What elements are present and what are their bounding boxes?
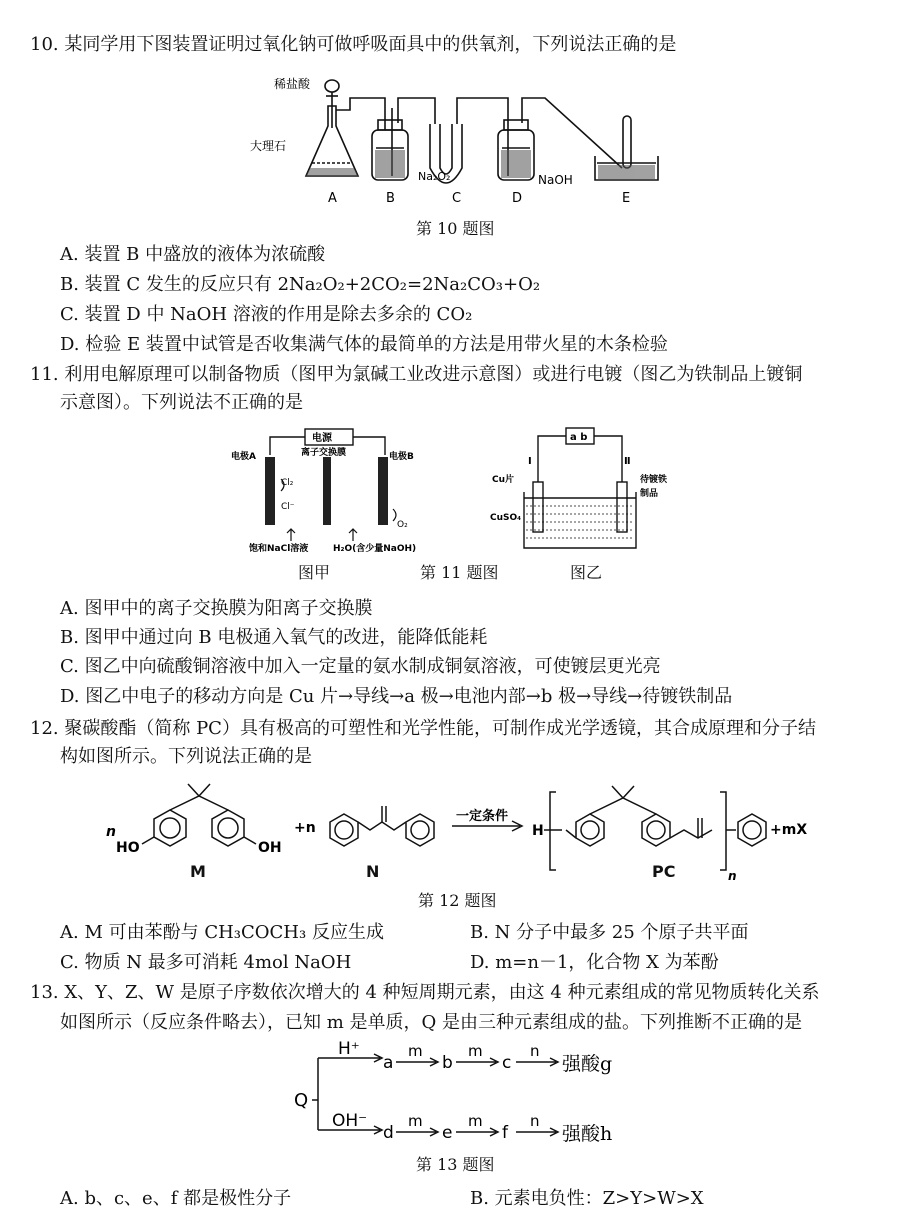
h-plus-label: H⁺ [338, 1040, 360, 1059]
q-label: Q [294, 1090, 309, 1111]
terminal-ab-label: a b [570, 432, 588, 443]
q13-caption: 第 13 题图 [416, 1155, 495, 1174]
acid-label: 稀盐酸 [274, 77, 311, 91]
species-c: c [502, 1053, 512, 1073]
q11-stem-line1: 11. 利用电解原理可以制备物质（图甲为氯碱工业改进示意图）或进行电镀（图乙为铁制品上镀铜 [30, 364, 803, 385]
letter-b: B [386, 191, 395, 206]
membrane-label: 离子交换膜 [301, 448, 347, 458]
condition-label: 一定条件 [456, 809, 509, 824]
plus-mx: +mX [770, 822, 808, 838]
na2o2-label: Na₂O₂ [418, 170, 451, 183]
q11-stem-line2: 示意图）。下列说法不正确的是 [60, 392, 303, 413]
q11-fig-a-name: 图甲 [298, 563, 331, 582]
electrode-b-label: 电极B [389, 452, 414, 462]
strong-acid-g: 强酸g [562, 1053, 613, 1075]
roman-2-label: Ⅱ [624, 456, 631, 467]
reagent-m-3: m [408, 1112, 423, 1130]
item-label-2: 制品 [640, 489, 659, 499]
q10-option-a: A. 装置 B 中盛放的液体为浓硫酸 [60, 244, 326, 265]
letter-d: D [512, 191, 523, 206]
o2-label: O₂ [397, 520, 408, 530]
q10-option-b: B. 装置 C 发生的反应只有 2Na₂O₂+2CO₂=2Na₂CO₃+O₂ [60, 274, 541, 295]
reagent-n-1: n [530, 1042, 540, 1060]
power-label: 电源 [312, 433, 332, 444]
cuso4-label: CuSO₄ [490, 513, 522, 523]
species-a: a [383, 1053, 394, 1073]
cu-sheet-label: Cu片 [492, 475, 515, 485]
reagent-m-1: m [408, 1042, 423, 1060]
species-b: b [442, 1053, 453, 1073]
roman-1-label: Ⅰ [528, 456, 532, 467]
q12-caption: 第 12 题图 [418, 891, 497, 910]
oh-label: OH [258, 840, 282, 856]
reagent-n-2: n [530, 1112, 540, 1130]
q11-option-a: A. 图甲中的离子交换膜为阳离子交换膜 [60, 598, 373, 619]
q11-caption: 第 11 题图 [420, 563, 499, 582]
item-label-1: 待镀铁 [640, 475, 668, 485]
inlet-right-label: H₂O(含少量NaOH) [333, 544, 417, 554]
subscript-n: n [728, 869, 737, 883]
q11-option-b: B. 图甲中通过向 B 电极通入氧气的改进，能降低能耗 [60, 627, 488, 648]
species-e: e [442, 1123, 453, 1143]
reagent-m-4: m [468, 1112, 483, 1130]
label-m: M [190, 862, 206, 881]
label-n: N [366, 862, 380, 881]
q10-option-c: C. 装置 D 中 NaOH 溶液的作用是除去多余的 CO₂ [60, 304, 473, 325]
q13-stem-line2: 如图所示（反应条件略去），已知 m 是单质，Q 是由三种元素组成的盐。下列推断不正确的是 [60, 1012, 802, 1033]
q11-figure-b [488, 420, 688, 555]
q12-reaction-figure [100, 778, 820, 886]
cl2-label: Cl₂ [281, 478, 294, 488]
q10-option-d: D. 检验 E 装置中试管是否收集满气体的最简单的方法是用带火星的木条检验 [60, 334, 668, 355]
q11-option-c: C. 图乙中向硫酸铜溶液中加入一定量的氨水制成铜氨溶液，可使镀层更光亮 [60, 656, 661, 677]
q12-stem-line1: 12. 聚碳酸酯（简称 PC）具有极高的可塑性和光学性能，可制作成光学透镜，其合成原理和分子结 [30, 718, 816, 739]
q13-conversion-figure [290, 1040, 630, 1150]
coef-n: n [106, 824, 116, 840]
q12-option-c: C. 物质 N 最多可消耗 4mol NaOH [60, 952, 352, 973]
plus-n: +n [294, 820, 316, 836]
strong-acid-h: 强酸h [562, 1123, 613, 1145]
cl-ion-label: Cl⁻ [281, 502, 295, 512]
q12-option-a: A. M 可由苯酚与 CH₃COCH₃ 反应生成 [60, 922, 384, 943]
q13-stem-line1: 13. X、Y、Z、W 是原子序数依次增大的 4 种短周期元素，由这 4 种元素组成的常见物质转化关系 [30, 982, 820, 1003]
q11-fig-b-name: 图乙 [570, 563, 603, 582]
electrode-a-label: 电极A [231, 452, 256, 462]
oh-minus-label: OH⁻ [332, 1111, 368, 1131]
q12-option-b: B. N 分子中最多 25 个原子共平面 [470, 922, 749, 943]
q13-option-a: A. b、c、e、f 都是极性分子 [60, 1188, 292, 1209]
q10-caption: 第 10 题图 [416, 219, 495, 238]
ho-label: HO [116, 840, 140, 856]
species-f: f [502, 1123, 508, 1143]
naoh-label: NaOH [538, 173, 573, 187]
q12-option-d: D. m=n－1，化合物 X 为苯酚 [470, 952, 719, 973]
letter-e: E [622, 191, 631, 206]
letter-a: A [328, 191, 337, 206]
q10-stem: 10. 某同学用下图装置证明过氧化钠可做呼吸面具中的供氧剂，下列说法正确的是 [30, 34, 677, 55]
marble-label: 大理石 [250, 139, 287, 153]
inlet-left-label: 饱和NaCl溶液 [249, 544, 309, 554]
q10-apparatus-figure [240, 68, 670, 208]
q11-figure-a [225, 425, 465, 555]
q11-option-d: D. 图乙中电子的移动方向是 Cu 片→导线→a 极→电池内部→b 极→导线→待镀铁制品 [60, 686, 733, 707]
species-d: d [383, 1123, 394, 1143]
q13-option-b: B. 元素电负性：Z>Y>W>X [470, 1188, 704, 1209]
reagent-m-2: m [468, 1042, 483, 1060]
h-label: H [532, 823, 544, 839]
letter-c: C [452, 191, 462, 206]
q12-stem-line2: 构如图所示。下列说法正确的是 [60, 746, 312, 767]
label-pc: PC [652, 862, 676, 881]
